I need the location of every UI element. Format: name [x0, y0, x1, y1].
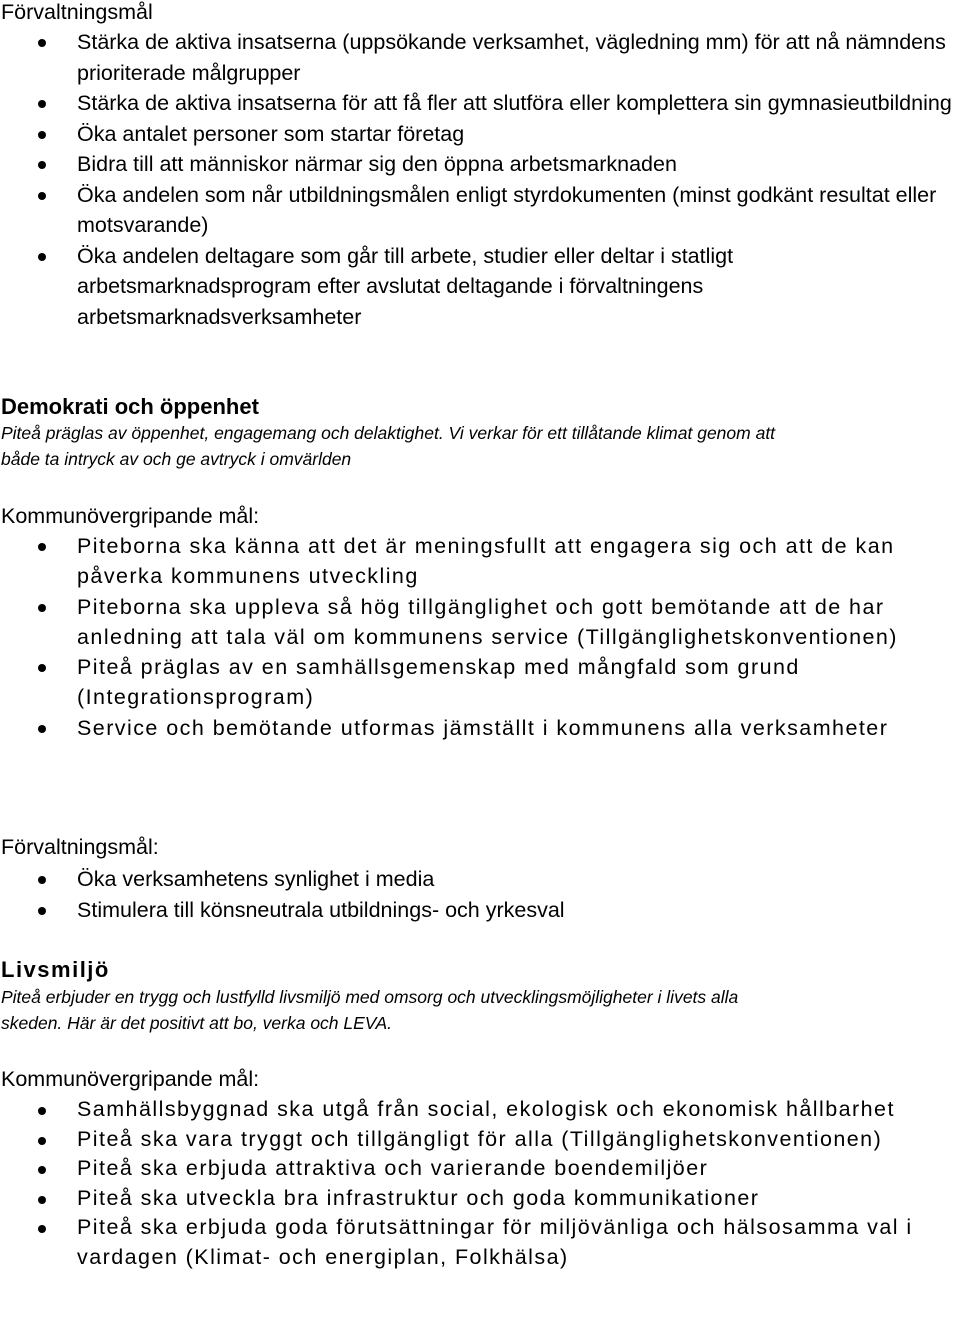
livsmiljo-kommun-list	[0, 1095, 960, 1272]
list-item: Piteå ska erbjuda attraktiva och varierande boendemiljöer	[0, 1154, 957, 1184]
list-item: Piteborna ska känna att det är meningsfullt att engagera sig och att de kan påverka kommunens utveckling	[0, 531, 957, 592]
list-item: Piteå ska utveckla bra infrastruktur och goda kommunikationer	[0, 1184, 957, 1214]
bullet-icon	[38, 1137, 46, 1145]
list-item: Bidra till att människor närmar sig den öppna arbetsmarknaden	[0, 149, 957, 180]
list-item: Service och bemötande utformas jämställt i kommunens alla verksamheter	[0, 713, 957, 743]
list-item: Öka verksamhetens synlighet i media	[0, 864, 957, 895]
list-item: Piteå ska vara tryggt och tillgängligt för alla (Tillgänglighetskonventionen)	[0, 1125, 957, 1155]
bullet-icon	[38, 161, 46, 169]
bullet-icon	[38, 192, 46, 200]
list-item: Öka andelen som når utbildningsmålen enligt styrdokumenten (minst godkänt resultat eller motsvarande)	[0, 180, 957, 241]
bullet-icon	[38, 1196, 46, 1204]
forvaltning-label: Förvaltningsmål:	[1, 835, 159, 859]
bullet-icon	[38, 604, 46, 612]
bullet-icon	[38, 1107, 46, 1115]
bullet-icon	[38, 1166, 46, 1174]
list-item: Öka antalet personer som startar företag	[0, 119, 957, 150]
kommun-label: Kommunövergripande mål:	[1, 504, 260, 528]
bullet-icon	[38, 664, 46, 672]
section-heading-livsmiljo: Livsmiljö	[1, 957, 110, 982]
list-item: Stärka de aktiva insatserna för att få fler att slutföra eller komplettera sin gymnasieutbildning	[0, 88, 957, 119]
bullet-icon	[38, 100, 46, 108]
bullet-icon	[38, 876, 46, 884]
bullet-icon	[38, 39, 46, 47]
bullet-icon	[38, 1225, 46, 1233]
section-label-forvaltningsmal: Förvaltningsmål	[1, 0, 153, 24]
list-item: Öka andelen deltagare som går till arbete, studier eller deltar i statligt arbetsmarknadsprogram efter avslutat deltagande i förvaltningens arbetsmarknadsverksamheter	[0, 241, 957, 333]
bullet-icon	[38, 131, 46, 139]
list-item: Stimulera till könsneutrala utbildnings- och yrkesval	[0, 895, 957, 926]
bullet-icon	[38, 253, 46, 261]
list-item: Samhällsbyggnad ska utgå från social, ekologisk och ekonomisk hållbarhet	[0, 1095, 957, 1125]
bullet-icon	[38, 725, 46, 733]
demokrati-kommun-list	[0, 531, 960, 743]
section-intro-line: Piteå präglas av öppenhet, engagemang och delaktighet. Vi verkar för ett tillåtande klimat genom att	[1, 423, 776, 443]
bullet-icon	[38, 907, 46, 915]
section-intro-line: Piteå erbjuder en trygg och lustfylld livsmiljö med omsorg och utvecklingsmöjligheter i livets alla	[1, 987, 739, 1007]
list-item: Piteå ska erbjuda goda förutsättningar för miljövänliga och hälsosamma val i vardagen (Klimat- och energiplan, Folkhälsa)	[0, 1213, 957, 1272]
section-intro-line: skeden. Här är det positivt att bo, verka och LEVA.	[1, 1013, 393, 1033]
list-item: Piteå präglas av en samhällsgemenskap med mångfald som grund (Integrationsprogram)	[0, 652, 957, 713]
section-heading-demokrati: Demokrati och öppenhet	[1, 394, 259, 419]
bullet-icon	[38, 543, 46, 551]
demokrati-forvaltning-list	[0, 864, 960, 925]
list-item: Piteborna ska uppleva så hög tillgänglighet och gott bemötande att de har anledning att tala väl om kommunens service (Tillgänglighetskonventionen)	[0, 592, 957, 653]
forvaltningsmal-list	[0, 27, 960, 332]
section-intro-line: både ta intryck av och ge avtryck i omvärlden	[1, 449, 352, 469]
kommun-label: Kommunövergripande mål:	[1, 1067, 260, 1091]
list-item: Stärka de aktiva insatserna (uppsökande verksamhet, vägledning mm) för att nå nämndens prioriterade målgrupper	[0, 27, 957, 88]
